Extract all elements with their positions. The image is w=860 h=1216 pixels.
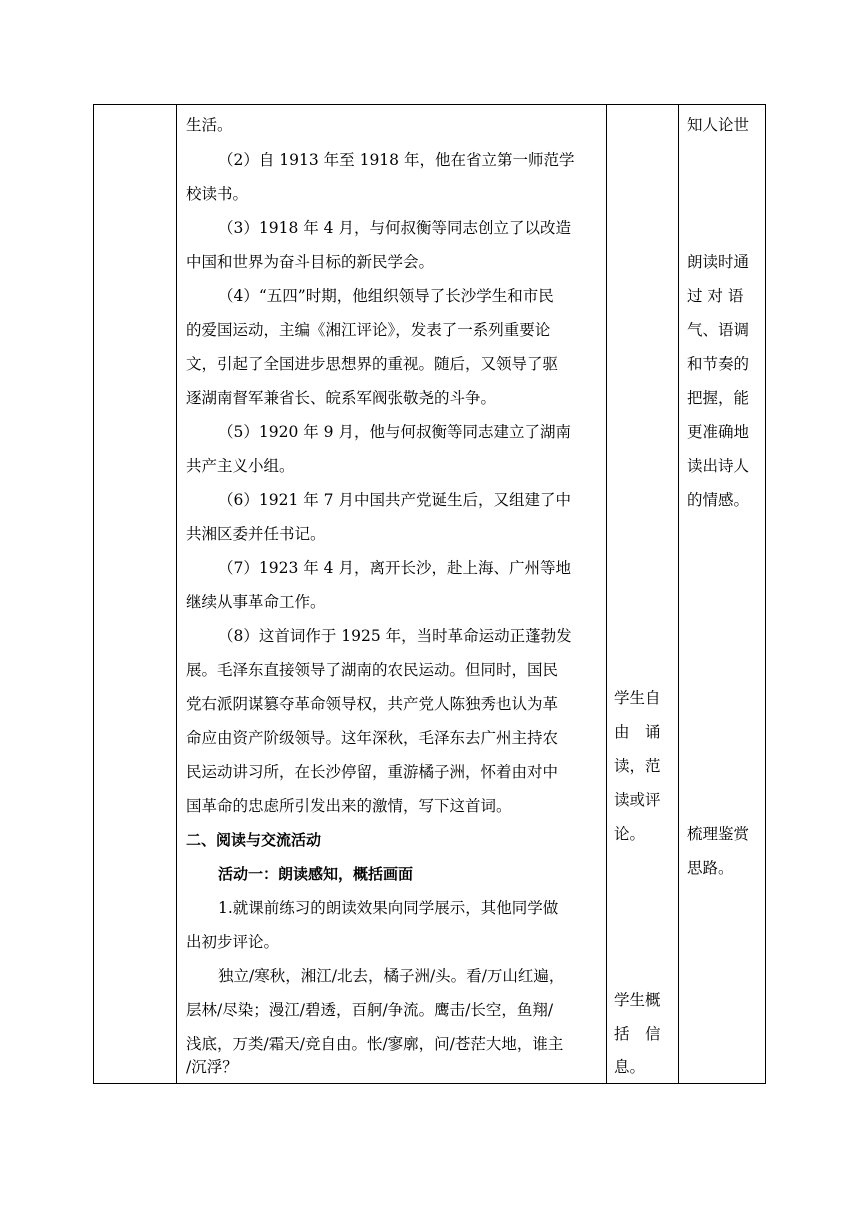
column-divider xyxy=(606,105,607,1083)
text-line: （2）自 1913 年至 1918 年，他在省立第一师范学 xyxy=(218,151,575,169)
text-line: 逐湖南督军兼省长、皖系军阀张敬尧的斗争。 xyxy=(186,389,497,407)
text-line: 更准确地 xyxy=(687,423,750,441)
text-line: 思路。 xyxy=(687,859,734,877)
poem-line: 浅底，万类/霜天/竞自由。怅/寥廓，问/苍茫大地，谁主 xyxy=(186,1035,564,1053)
text-line: 气、语调 xyxy=(687,321,750,339)
text-line: 出初步评论。 xyxy=(186,933,280,951)
text-line: 党右派阴谋篡夺革命领导权，共产党人陈独秀也认为革 xyxy=(186,695,559,713)
text-line: 校读书。 xyxy=(186,185,249,203)
text-line: 读，范 xyxy=(614,757,661,775)
text-line: 的爱国运动，主编《湘江评论》，发表了一系列重要论 xyxy=(186,321,551,339)
text-line: 括 信 xyxy=(614,1025,661,1043)
poem-line: 独立/寒秋，湘江/北去，橘子洲/头。看/万山红遍， xyxy=(218,967,565,985)
text-line: 知人论世 xyxy=(687,116,750,134)
activity-heading: 活动一：朗读感知，概括画面 xyxy=(218,865,414,883)
text-line: 朗读时通 xyxy=(687,253,750,271)
text-line: （8）这首词作于 1925 年，当时革命运动正蓬勃发 xyxy=(218,627,572,645)
text-line: 息。 xyxy=(614,1058,646,1076)
text-line: 过 对 语 xyxy=(687,287,744,305)
column-divider xyxy=(678,105,679,1083)
text-line: 的情感。 xyxy=(687,491,750,509)
text-line: 1.就课前练习的朗读效果向同学展示，其他同学做 xyxy=(218,899,559,917)
text-line: 继续从事革命工作。 xyxy=(186,593,326,611)
lesson-table xyxy=(93,104,766,1084)
text-line: 读出诗人 xyxy=(687,457,750,475)
text-line: 论。 xyxy=(614,825,646,843)
text-line: （5）1920 年 9 月，他与何叔衡等同志建立了湖南 xyxy=(218,423,571,441)
column-divider xyxy=(176,105,177,1083)
text-line: 读或评 xyxy=(614,791,661,809)
text-line: 学生自 xyxy=(614,689,661,707)
text-line: 展。毛泽东直接领导了湖南的农民运动。但同时，国民 xyxy=(186,661,559,679)
text-line: 学生概 xyxy=(614,991,661,1009)
text-line: 国革命的忠虑所引发出来的激情，写下这首词。 xyxy=(186,797,512,815)
text-line: 命应由资产阶级领导。这年深秋，毛泽东去广州主持农 xyxy=(186,729,559,747)
text-line: 由 诵 xyxy=(614,723,661,741)
text-line: 把握，能 xyxy=(687,389,750,407)
text-line: 民运动讲习所，在长沙停留，重游橘子洲，怀着由对中 xyxy=(186,763,559,781)
text-line: 中国和世界为奋斗目标的新民学会。 xyxy=(186,253,435,271)
text-line: 文，引起了全国进步思想界的重视。随后，又领导了驱 xyxy=(186,355,559,373)
poem-line: 层林/尽染；漫江/碧透，百舸/争流。鹰击/长空，鱼翔/ xyxy=(186,1001,554,1019)
text-line: 梳理鉴赏 xyxy=(687,825,750,843)
section-heading: 二、阅读与交流活动 xyxy=(186,831,322,849)
text-line: 共湘区委并任书记。 xyxy=(186,525,326,543)
text-line: 共产主义小组。 xyxy=(186,457,295,475)
text-line: （7）1923 年 4 月，离开长沙，赴上海、广州等地 xyxy=(218,559,571,577)
poem-line: /沉浮？ xyxy=(186,1058,238,1076)
text-line: 生活。 xyxy=(186,116,233,134)
text-line: （4）“五四”时期，他组织领导了长沙学生和市民 xyxy=(218,287,554,305)
text-line: （6）1921 年 7 月中国共产党诞生后，又组建了中 xyxy=(218,491,571,509)
text-line: （3）1918 年 4 月，与何叔衡等同志创立了以改造 xyxy=(218,219,571,237)
text-line: 和节奏的 xyxy=(687,355,750,373)
